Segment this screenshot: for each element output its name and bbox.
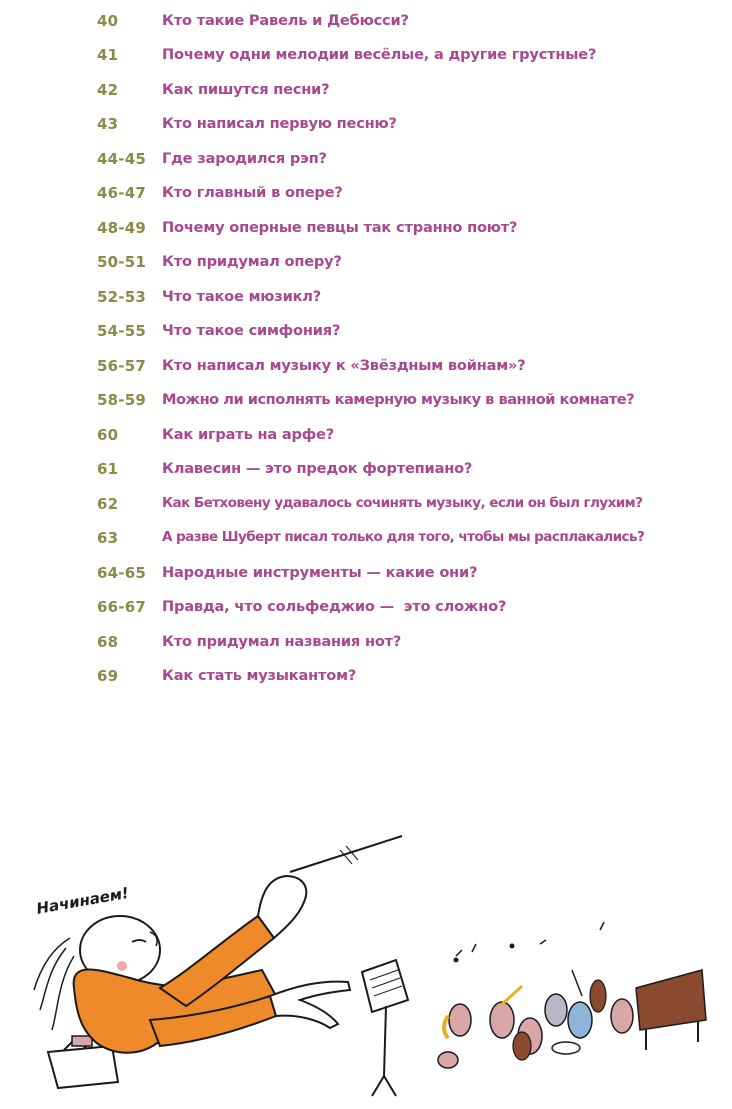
toc-entry[interactable] [0,564,732,594]
toc-entry[interactable] [0,633,732,663]
toc-title: Можно ли исполнять камерную музыку в ванной комнате? [162,391,635,408]
toc-entry[interactable] [0,219,732,249]
toc-entry[interactable] [0,46,732,76]
toc-entry[interactable] [0,12,732,42]
toc-entry[interactable] [0,150,732,180]
toc-page-number: 40 [97,12,119,30]
toc-page-number: 69 [97,667,119,685]
toc-entry[interactable] [0,529,732,559]
toc-entry[interactable] [0,391,732,421]
toc-title: Почему оперные певцы так странно поют? [162,219,518,236]
toc-page-number: 48-49 [97,219,146,237]
toc-title: Кто придумал оперу? [162,253,342,270]
toc-page-number: 52-53 [97,288,146,306]
toc-title: Где зародился рэп? [162,150,327,167]
toc-entry[interactable] [0,115,732,145]
toc-title: Как пишутся песни? [162,81,330,98]
toc-title: Клавесин — это предок фортепиано? [162,460,473,477]
baton-icon [290,836,402,872]
toc-title: Как Бетховену удавалось сочинять музыку, если он был глухим? [162,495,643,511]
toc-entry[interactable] [0,598,732,628]
toc-page-number: 54-55 [97,322,146,340]
toc-title: Почему одни мелодии весёлые, а другие грустные? [162,46,597,63]
speech-label: Начинаем! [35,883,131,918]
toc-entry[interactable] [0,460,732,490]
toc-entry[interactable] [0,357,732,387]
toc-title: Что такое симфония? [162,322,341,339]
toc-entry[interactable] [0,667,732,697]
toc-title: Как стать музыкантом? [162,667,357,684]
toc-entry[interactable] [0,426,732,456]
toc-page-number: 63 [97,529,119,547]
toc-page-number: 43 [97,115,119,133]
toc-page-number: 56-57 [97,357,146,375]
toc-entry[interactable] [0,288,732,318]
toc-title: Кто такие Равель и Дебюсси? [162,12,409,29]
toc-page-number: 44-45 [97,150,146,168]
toc-page-number: 41 [97,46,119,64]
toc-page-number: 46-47 [97,184,146,202]
toc-page-number: 60 [97,426,119,444]
toc-page-number: 50-51 [97,253,146,271]
toc-title: Как играть на арфе? [162,426,335,443]
toc-page-number: 66-67 [97,598,146,616]
toc-page-number: 42 [97,81,119,99]
toc-page-number: 58-59 [97,391,146,409]
toc-entry[interactable] [0,253,732,283]
toc-entry[interactable] [0,322,732,352]
toc-title: Кто написал музыку к «Звёздным войнам»? [162,357,526,374]
toc-page-number: 62 [97,495,119,513]
mouse-orchestra-icon [438,922,706,1068]
toc-page-number: 68 [97,633,119,651]
toc-page-number: 64-65 [97,564,146,582]
music-stand-icon [362,960,408,1096]
toc-title: Кто написал первую песню? [162,115,397,132]
toc-title: Народные инструменты — какие они? [162,564,478,581]
toc-title: Что такое мюзикл? [162,288,322,305]
conductor-orchestra-illustration [0,820,732,1109]
toc-entry[interactable] [0,81,732,111]
toc-title: Правда, что сольфеджио — это сложно? [162,598,507,615]
toc-title: Кто главный в опере? [162,184,343,201]
toc-page-number: 61 [97,460,119,478]
toc-title: А разве Шуберт писал только для того, чтобы мы расплакались? [162,529,645,545]
toc-title: Кто придумал названия нот? [162,633,402,650]
toc-entry[interactable] [0,184,732,214]
toc-entry[interactable] [0,495,732,525]
